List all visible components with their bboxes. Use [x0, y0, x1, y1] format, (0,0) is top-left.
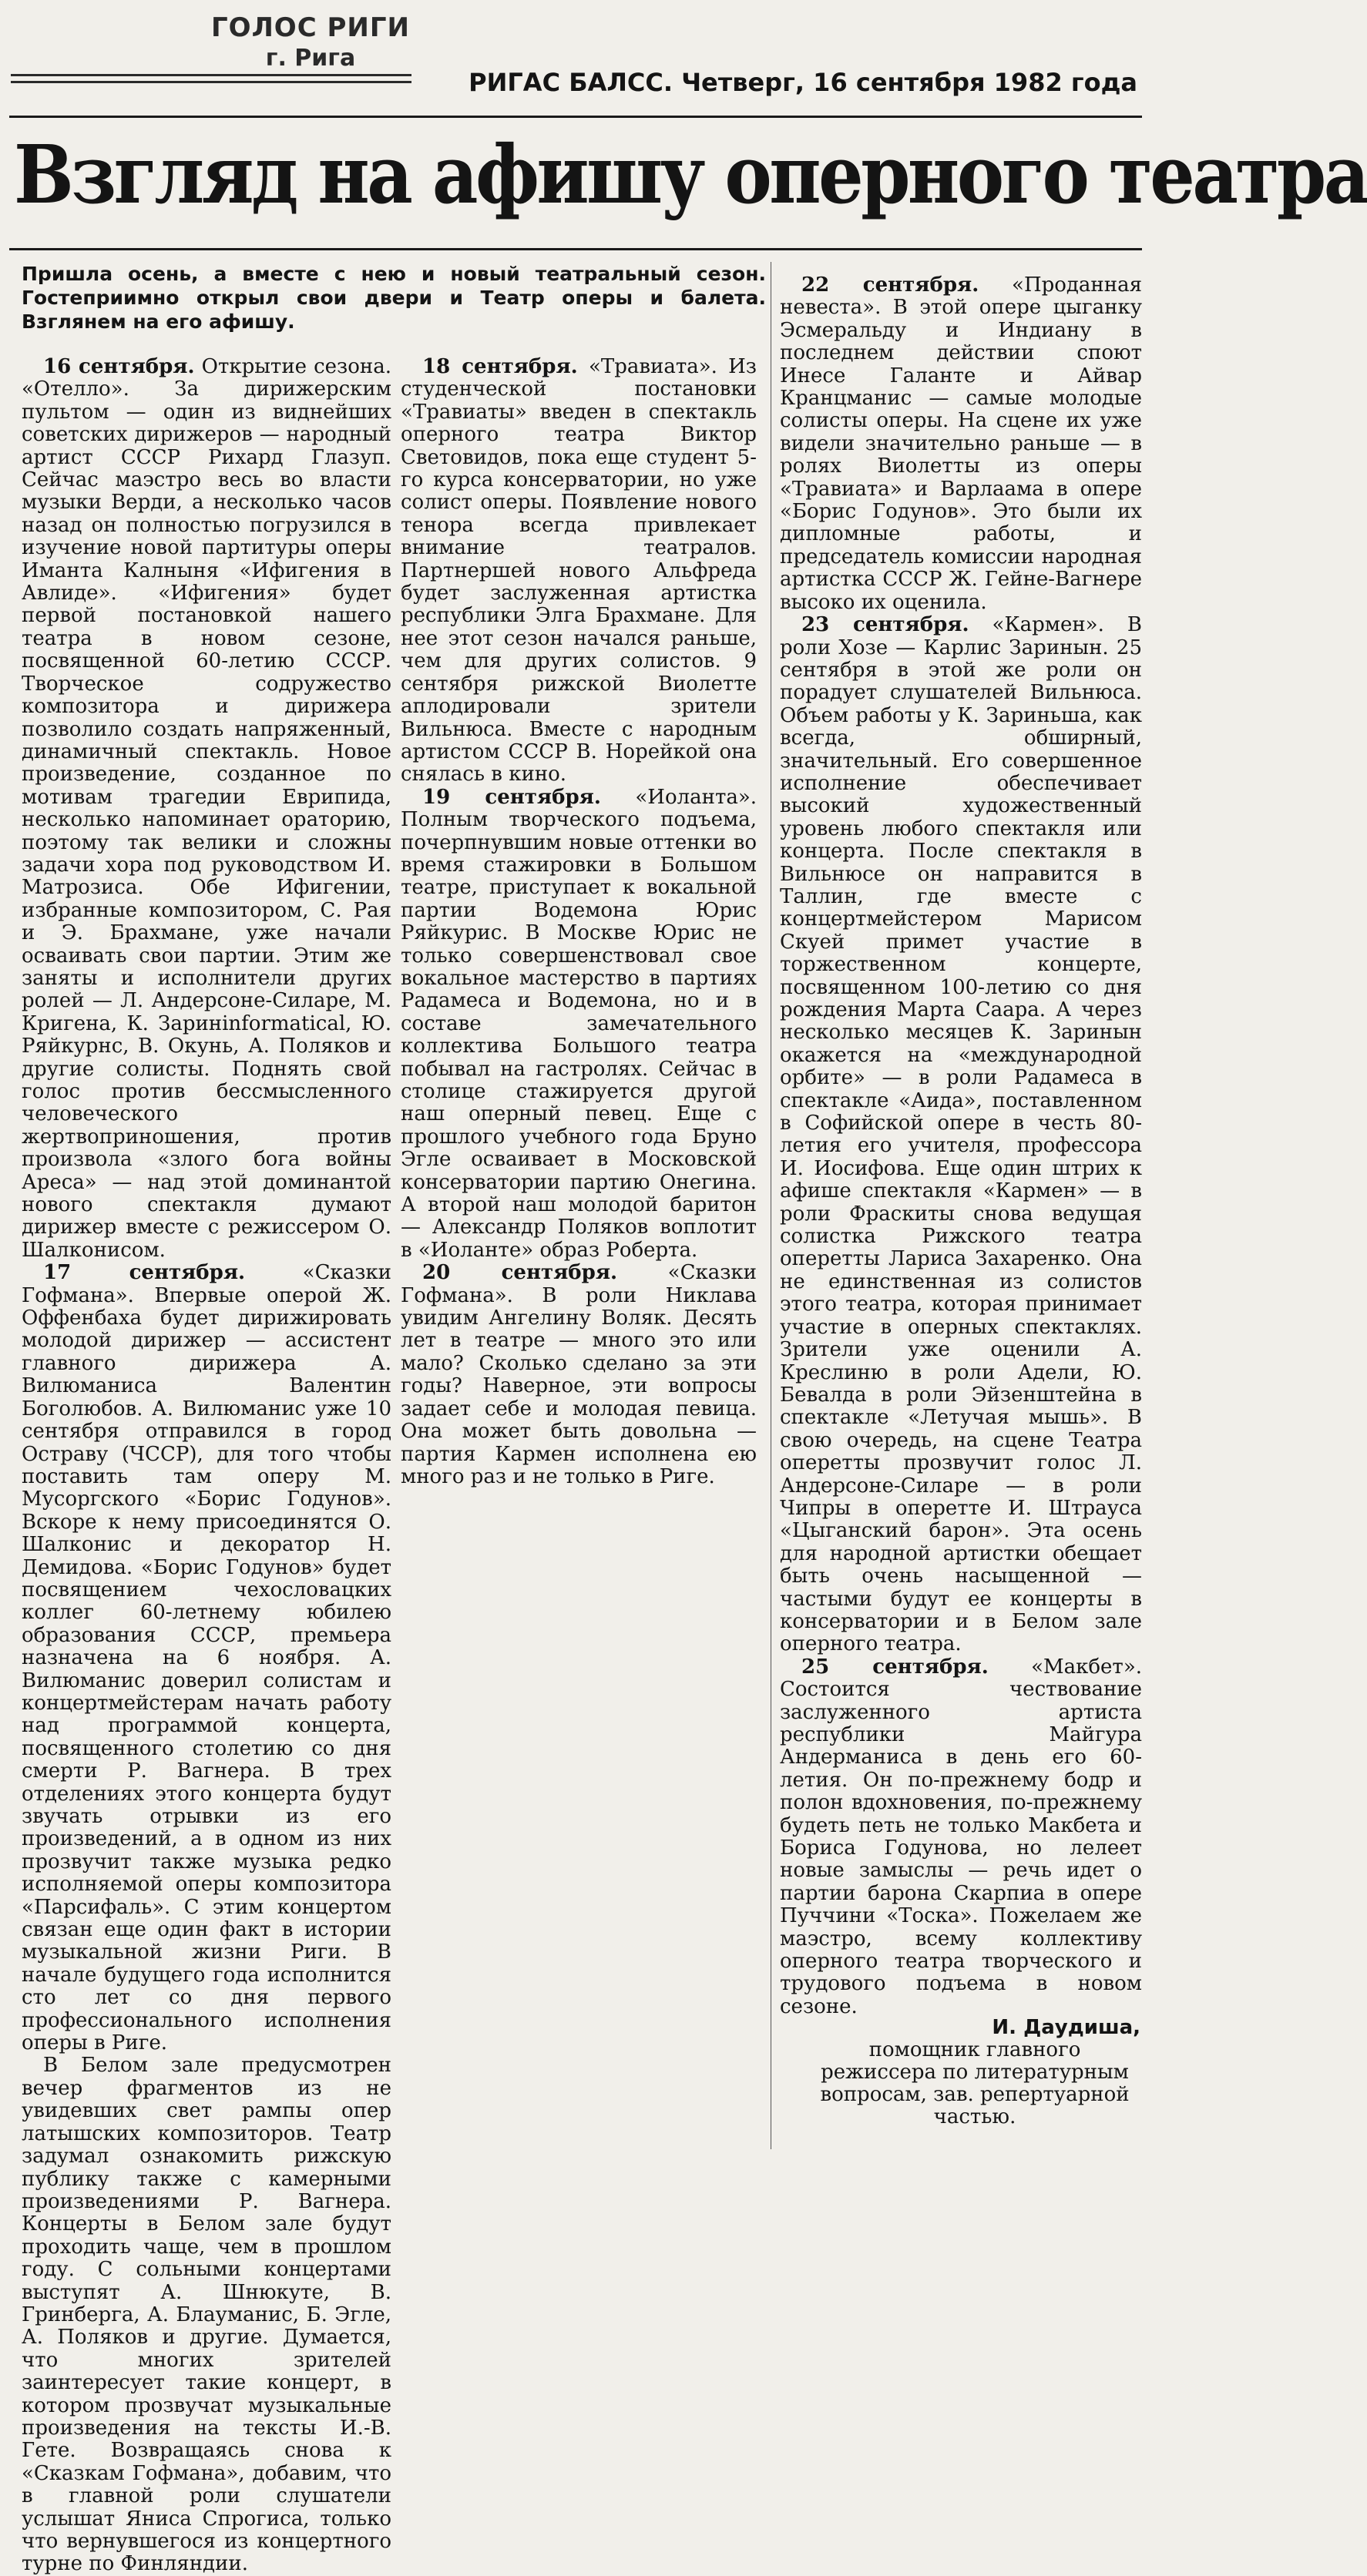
section-23-sept	[780, 614, 1142, 1656]
headline: Взгляд на афишу оперного театра	[14, 127, 1367, 222]
section-date: 20 сентября.	[422, 1261, 618, 1285]
article-column-2	[401, 356, 757, 1488]
article-column-3	[780, 274, 1142, 2018]
stamp-city: г. Рига	[265, 45, 356, 72]
author-signature	[801, 2017, 1140, 2128]
section-date: 23 сентября.	[801, 613, 969, 637]
newspaper-stamp	[199, 12, 422, 72]
section-20-sept	[401, 1262, 757, 1488]
author-role: помощник главного режиссера по литературным вопросам, зав. репертуарной частью.	[820, 2038, 1130, 2128]
section-date: 19 сентября.	[422, 785, 601, 809]
section-text: «Сказки Гофмана». В роли Никлава увидим Ангелину Воляк. Десять лет в театре — много это или мало? Сколько сделано за эти годы? Наверное, эти вопросы задает себе и молодая певица. Она может быть довольна — партия Кармен исполнена ею много раз и не только в Риге.	[401, 1261, 757, 1488]
section-date: 25 сентября.	[801, 1655, 989, 1679]
section-22-sept	[780, 274, 1142, 614]
section-text: «Травиата». Из студенческой постановки «Травиаты» введен в спектакль оперного театра Виктор Световидов, пока еще студент 5-го курса консерватории, но уже солист оперы. Появление нового тенора всегда привлекает внимание театралов. Партнершей нового Альфреда будет заслуженная артистка республики Элга Брахмане. Для нее этот сезон начался раньше, чем для других солистов. 9 сентября рижской Виолетте аплодировали зрители Вильнюса. Вместе с народным артистом СССР В. Норейкой она снялась в кино.	[401, 355, 757, 787]
section-date: 18 сентября.	[422, 355, 578, 378]
section-text: «Макбет». Состоится чествование заслуженного артиста республики Майгура Андерманиса в день его 60-летия. Он по-прежнему бодр и полон вдохновения, по-прежнему будеть петь не только Макбета и Бориса Годунова, но лелеет новые замыслы — речь идет о партии барона Скарпиа в опере Пуччини «Тоска». Пожелаем же маэстро, всему коллективу оперного театра творческого и трудового подъема в новом сезоне.	[780, 1655, 1142, 2018]
section-16-sept	[22, 356, 391, 1262]
section-date: 22 сентября.	[801, 273, 979, 297]
section-date: 16 сентября.	[43, 355, 195, 378]
headline-rule	[9, 248, 1142, 250]
section-text: Открытие сезона. «Отелло». За дирижерским пультом — один из виднейших советских дирижеров — народный артист СССР Рихард Глазуп. Сейчас маэстро весь во власти музыки Верди, а несколько часов назад он полностью погрузился в изучение новой партитуры оперы Иманта Калныня «Ифигения в Авлиде». «Ифигения» будет первой постановкой нашего театра в новом сезоне, посвященной 60-летию СССР. Творческое содружество композитора и дирижера позволило создать напряженный, динамичный спектакль. Новое произведение, созданное по мотивам трагедии Еврипида, несколько напоминает ораторию, поэтому так велики и сложны задачи хора под руководством И. Матрозиса. Обе Ифигении, избранные композитором, С. Рая и Э. Брахмане, уже начали осваивать свои партии. Этим же заняты и исполнители других ролей — Л. Андерсоне-Силаре, М. Кригена, К. Заринinformatical, Ю. Ряйкурнс, В. Окунь, А. Поляков и другие солисты. Поднять свой голос против бессмысленного человеческого жертвоприношения, против произвола «злого бога войны Ареса» — над этой доминантой нового спектакля думают дирижер вместе с режиссером О. Шалконисом.	[22, 355, 391, 1262]
section-text: «Сказки Гофмана». Впервые оперой Ж. Оффенбаха будет дирижировать молодой дирижер — ассистент главного дирижера А. Вилюманиса Валентин Боголюбов. А. Вилюманис уже 10 сентября отправился в город Остраву (ЧССР), для того чтобы поставить там оперу М. Мусоргского «Борис Годунов». Вскоре к нему присоединятся О. Шалконис и декоратор Н. Демидова. «Борис Годунов» будет посвящением чехословацких коллег 60-летнему юбилею образования СССР, премьера назначена на 6 ноября. А. Вилюманис доверил солистам и концертмейстерам начать работу над программой концерта, посвященного столетию со дня смерти Р. Вагнера. В трех отделениях этого концерта будут звучать отрывки из его произведений, а в одном из них прозвучит также музыка редко исполняемой оперы композитора «Парсифаль». С этим концертом связан еще один факт в истории музыкальной жизни Риги. В начале будущего года исполнится сто лет со дня первого профессионального исполнения оперы в Риге.	[22, 1261, 391, 2055]
masthead-rule	[9, 116, 1142, 118]
author-name: И. Даудиша,	[992, 2016, 1140, 2039]
section-18-sept	[401, 356, 757, 787]
article-column-1	[22, 356, 391, 2576]
stamp-underline	[11, 74, 411, 88]
section-19-sept	[401, 787, 757, 1263]
stamp-title: ГОЛОС РИГИ	[211, 12, 410, 43]
section-text: «Проданная невеста». В этой опере цыганку Эсмеральду и Индиану в последнем действии споют Инесе Галанте и Айвар Кранцманис — самые молодые солисты оперы. На сцене их уже видели значительно раньше — в ролях Виолетты из оперы «Травиата» и Варлаама в опере «Борис Годунов». Это были их дипломные работы, и председатель комиссии народная артистка СССР Ж. Гейне-Вагнере высоко их оценила.	[780, 273, 1142, 614]
section-17-sept-continued	[22, 2054, 391, 2575]
lead-paragraph: Пришла осень, а вместе с нею и новый театральный сезон. Гостеприимно открыл свои двери и Театр оперы и балета. Взглянем на его афишу.	[22, 263, 766, 333]
section-date: 17 сентября.	[43, 1261, 246, 1285]
section-17-sept	[22, 1262, 391, 2054]
dateline: РИГАС БАЛСС. Четверг, 16 сентября 1982 года	[469, 68, 1137, 97]
section-text: «Иоланта». Полным творческого подъема, почерпнувшим новые оттенки во время стажировки в Большом театре, приступает к вокальной партии Водемона Юрис Ряйкурис. В Москве Юрис не только совершенствовал свое вокальное мастерство в партиях Радамеса и Водемона, но и в составе замечательного коллектива Большого театра побывал на гастролях. Сейчас в столице стажируется другой наш оперный певец. Еще с прошлого учебного года Бруно Эгле осваивает в Московской консерватории партию Онегина. А второй наш молодой баритон — Александр Поляков воплотит в «Иоланте» образ Роберта.	[401, 785, 757, 1262]
section-25-sept	[780, 1656, 1142, 2019]
section-text: «Кармен». В роли Хозе — Карлис Заринын. 25 сентября в этой же роли он порадует слушателей Вильнюса. Объем работы у К. Зариньша, как всегда, обширный, значительный. Его совершенное исполнение обеспечивает высокий художественный уровень любого спектакля или концерта. После спектакля в Вильнюсе он направится в Таллин, где вместе с концертмейстером Марисом Скуей примет участие в торжественном концерте, посвященном 100-летию со дня рождения Марта Саара. А через несколько месяцев К. Заринын окажется на «международной орбите» — в роли Радамеса в спектакле «Аида», поставленном в Софийской опере в честь 80-летия его учителя, профессора И. Иосифова. Еще один штрих к афише спектакля «Кармен» — в роли Фраскиты снова ведущая солистка Рижского театра оперетты Лариса Захаренко. Она не единственная из солистов этого театра, которая принимает участие в оперных спектаклях. Зрители уже оценили А. Креслиню в роли Адели, Ю. Бевалда в роли Эйзенштейна в спектакле «Летучая мышь». В свою очередь, на сцене Театра оперетты прозвучит голос Л. Андерсоне-Силаре — в роли Чипры в оперетте И. Штрауса «Цыганский барон». Эта осень для народной артистки обещает быть очень насыщенной — частыми будут ее концерты в консерватории и в Белом зале оперного театра.	[780, 613, 1142, 1656]
section-text: В Белом зале предусмотрен вечер фрагментов из не увидевших свет рампы опер латышских композиторов. Театр задумал ознакомить рижскую публику также с камерными произведениями Р. Вагнера. Концерты в Белом зале будут проходить чаще, чем в прошлом году. С сольными концертами выступят А. Шнюкуте, В. Гринберга, А. Блауманис, Б. Эгле, А. Поляков и другие. Думается, что многих зрителей заинтересует такие концерт, в котором прозвучат музыкальные произведения на тексты И.-В. Гете. Возвращаясь снова к «Сказкам Гофмана», добавим, что в главной роли слушатели услышат Яниса Спрогиса, только что вернувшегося из концертного турне по Финляндии.	[22, 2054, 391, 2576]
